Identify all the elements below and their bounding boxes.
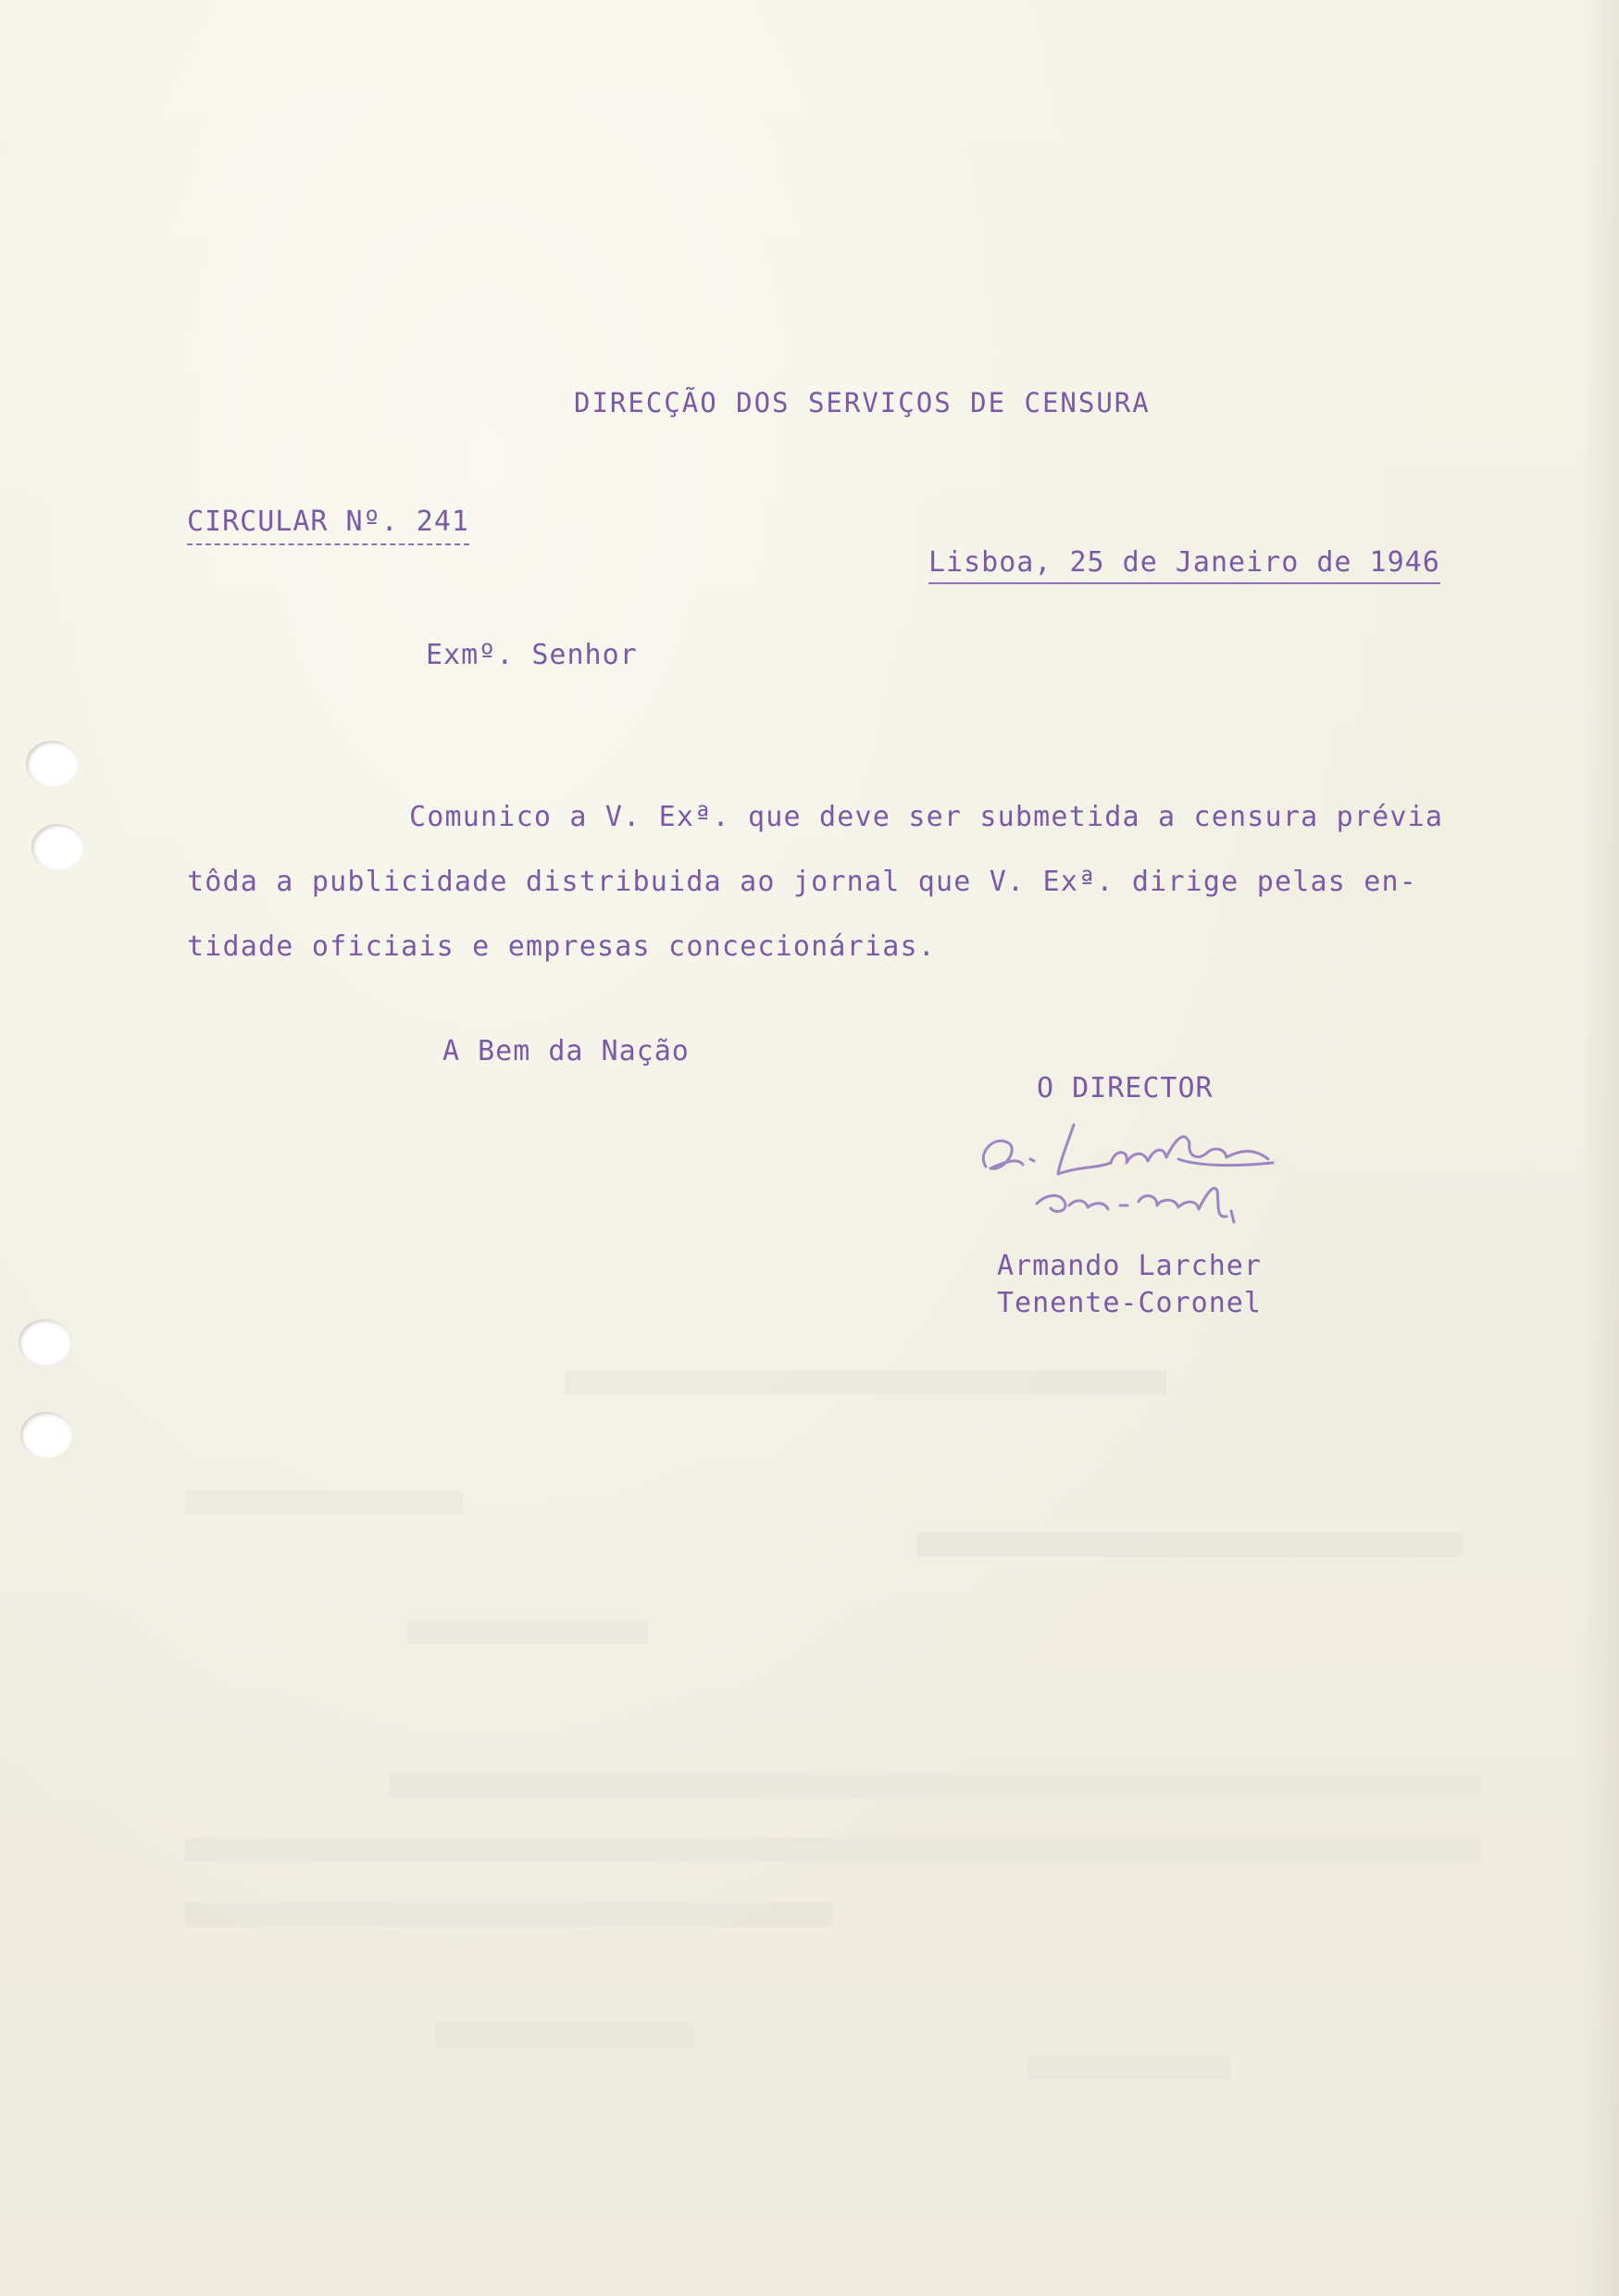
signatory-rank: Tenente-Coronel [997,1287,1262,1319]
letter-header: DIRECÇÃO DOS SERVIÇOS DE CENSURA [574,387,1151,418]
handwritten-signature [967,1102,1310,1241]
letter-body [187,785,1483,980]
letter-date: Lisboa, 25 de Janeiro de 1946 [928,546,1440,584]
bleed-through-mark [407,1620,648,1644]
punch-hole [19,1319,70,1366]
bleed-through-mark [185,1838,1481,1862]
bleed-through-mark [916,1532,1463,1556]
circular-number: CIRCULAR Nº. 241 [187,505,469,545]
body-line: tidade oficiais e empresas concecionárias. [187,930,936,963]
body-line: tôda a publicidade distribuida ao jornal que V. Exª. dirige pelas en- [187,866,1418,898]
bleed-through-mark [565,1370,1166,1394]
director-title: O DIRECTOR [1037,1072,1214,1104]
bleed-through-mark [185,1491,463,1515]
punch-hole [26,741,78,787]
bleed-through-mark [389,1773,1481,1797]
salutation: Exmº. Senhor [426,639,638,671]
punch-hole [20,1412,72,1458]
signatory-name: Armando Larcher [997,1250,1262,1282]
bleed-through-mark [435,2023,694,2047]
closing-formula: A Bem da Nação [442,1035,690,1067]
punch-hole [31,824,83,870]
bleed-through-mark [1027,2055,1231,2079]
body-line: Comunico a V. Exª. que deve ser submetida a censura prévia [409,801,1444,833]
bleed-through-mark [185,1903,833,1927]
